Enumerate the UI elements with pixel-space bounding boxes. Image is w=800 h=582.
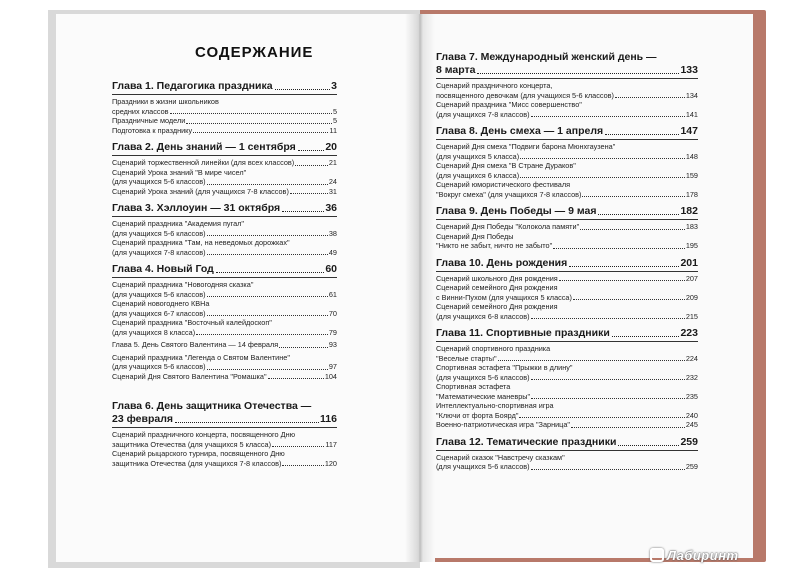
entry-last-line [112,116,337,126]
entry-title: "Никто не забыт, ничто не забыто" [436,241,553,250]
chapter-title: Глава 11. Спортивные праздники [436,327,610,339]
entry-line: Сценарий праздника "Мисс совершенство" [436,100,582,109]
toc-entry[interactable] [112,97,337,116]
chapter-rule [112,427,337,428]
entry-page: 224 [685,353,698,363]
entry-title: (для учащихся 5-6 классов) [436,372,530,382]
dot-leader [175,422,319,423]
entry-title: "Ключи от форта Боярд" [436,410,519,420]
entry-line: Сценарий праздничного концерта, [436,81,553,90]
entry-last-line [112,158,337,168]
chapter-rule [436,271,698,272]
entry-page: 117 [325,439,337,449]
chapter-page: 147 [680,125,698,137]
entry-line: Сценарий Урока знаний "В мире чисел" [112,167,247,177]
entry-title: (для учащихся 6-7 классов) [112,308,206,318]
toc-title: СОДЕРЖАНИЕ [195,44,314,61]
entry-title: Сценарий торжественной линейки (для всех классов) [112,158,295,167]
entry-last-line [112,362,337,372]
entry-title: Сценарий Урока знаний (для учащихся 7-8 классов) [112,186,289,196]
dot-leader [290,193,328,194]
toc-entry[interactable] [112,299,337,318]
dot-leader [216,272,324,273]
entry-title: "Вокруг смеха" (для учащихся 7-8 классов) [436,189,582,199]
entry-title: (для учащихся 6-8 классов) [436,311,530,321]
toc-chapter [112,263,337,381]
chapter-heading[interactable] [436,205,698,218]
entry-line: Сценарий праздника "Там, на неведомых дорожках" [112,238,290,247]
entry-line: Сценарий рыцарского турнира, посвященного Дню [112,449,285,458]
chapter-page: 36 [325,202,337,214]
entry-last-line [112,309,337,319]
dot-leader [268,378,324,379]
entry-last-line [112,290,337,300]
chapter-title: Глава 1. Педагогика праздника [112,80,273,92]
chapter-rule [112,155,337,156]
chapter-rule [112,277,337,278]
entry-last-line [436,222,698,232]
toc-entry[interactable] [112,280,337,299]
toc-chapter [112,202,337,257]
toc-entry[interactable] [112,340,337,350]
entry-title: с Винни-Пухом (для учащихся 5 класса) [436,292,572,302]
entry-last-line [112,229,337,239]
toc-chapter [436,436,698,472]
dot-leader [196,334,328,335]
entry-last-line [436,312,698,322]
entry-title: Сценарий Дня Святого Валентина "Ромашка" [112,371,267,381]
toc-chapter [436,327,698,430]
entry-page: 93 [328,340,337,349]
entry-page: 5 [332,106,337,116]
chapter-title: Глава 8. День смеха — 1 апреля [436,125,604,137]
labirint-logo-icon [650,548,664,562]
chapter-title: Глава 10. День рождения [436,256,568,269]
toc-entry[interactable] [112,158,337,168]
toc-entry[interactable] [436,344,698,363]
dot-leader [569,266,679,267]
entry-last-line [112,177,337,187]
entry-title: (для учащихся 6 класса) [436,170,520,180]
entry-line: Сценарий праздника "Легенда о Святом Валентине" [112,352,290,362]
entry-title: (для учащихся 8 класса) [112,327,196,337]
toc-entry[interactable] [112,238,337,257]
dot-leader [559,280,685,281]
entry-last-line [436,274,698,284]
dot-leader [598,214,679,215]
entry-title: защитника Отечества (для учащихся 7-8 классов) [112,458,282,468]
entry-title: (для учащихся 5-6 классов) [112,228,206,238]
chapter-heading[interactable] [112,413,337,426]
entry-last-line [112,440,337,450]
toc-entry[interactable] [112,116,337,126]
chapter-title: Глава 12. Тематические праздники [436,435,617,448]
dot-leader [282,465,323,466]
dot-leader [553,248,685,249]
entry-last-line [112,328,337,338]
chapter-heading[interactable] [112,80,337,93]
entry-line: Сценарий Дня смеха "Подвиги барона Мюнхгаузена" [436,142,616,151]
chapter-rule [436,139,698,140]
entry-title: (для учащихся 5-6 классов) [436,462,530,471]
dot-leader [520,158,685,159]
dot-leader [618,445,679,446]
entry-last-line [112,248,337,258]
entry-page: 104 [324,371,337,381]
dot-leader [498,360,685,361]
toc-entry[interactable] [436,274,698,284]
chapter-page: 3 [331,80,337,92]
entry-title: (для учащихся 5-6 классов) [112,362,206,371]
entry-page: 141 [685,109,698,119]
dot-leader [605,134,679,135]
toc-chapter [436,125,698,199]
entry-last-line [112,459,337,469]
entry-last-line [436,241,698,251]
entry-page: 148 [685,151,698,161]
toc-entry[interactable] [436,180,698,199]
entry-page: 120 [324,458,337,468]
dot-leader [207,254,328,255]
entry-title: (для учащихся 7-8 классов) [436,109,530,119]
entry-page: 159 [685,170,698,180]
chapter-page: 20 [325,141,337,153]
entry-last-line [436,354,698,364]
entry-last-line [436,392,698,402]
toc-chapter [436,205,698,251]
entry-title: Подготовка к празднику [112,125,193,135]
watermark-text: Лабиринт [667,548,739,563]
entry-last-line [436,462,698,472]
entry-page: 38 [328,228,337,238]
toc-entry[interactable] [112,430,337,449]
chapter-heading[interactable] [436,125,698,138]
dot-leader [531,469,685,470]
toc-entry[interactable] [112,318,337,337]
toc-column-left [112,80,337,474]
toc-entry[interactable] [436,81,698,100]
toc-entry[interactable] [112,372,337,382]
entry-title: (для учащихся 7-8 классов) [112,247,206,257]
chapter-heading[interactable] [436,257,698,270]
chapter-title: 8 марта [436,64,476,76]
chapter-heading[interactable] [112,202,337,215]
dot-leader [275,89,331,90]
entry-page: 70 [328,308,337,318]
entry-last-line [112,372,337,382]
dot-leader [571,427,685,428]
toc-entry[interactable] [436,100,698,119]
entry-title: Сценарий Дня Победы "Колокола памяти" [436,222,580,231]
toc-entry[interactable] [436,453,698,472]
entry-last-line [112,187,337,197]
dot-leader [519,417,684,418]
dot-leader [612,336,680,337]
entry-line: Сценарий спортивного праздника [436,344,551,353]
entry-title: "Математические маневры" [436,391,531,401]
entry-page: 215 [685,311,698,321]
entry-line: Праздники в жизни школьников [112,97,219,106]
dot-leader [170,113,332,114]
toc-entry[interactable] [436,232,698,251]
entry-line: Сценарий праздника "Новогодняя сказка" [112,280,254,289]
dot-leader [186,123,332,124]
dot-leader [298,150,325,151]
chapter-rule [112,94,337,95]
entry-page: 240 [685,410,698,420]
entry-page: 235 [685,391,698,401]
dot-leader [582,196,684,197]
entry-line: Сценарий юмористического фестиваля [436,180,571,189]
entry-line: Сценарий сказок "Навстречу сказкам" [436,452,565,462]
toc-chapter [436,50,698,119]
chapter-title: Глава 4. Новый Год [112,263,214,275]
entry-line: Спортивная эстафета "Прыжки в длину" [436,363,573,372]
book-gutter [405,14,435,562]
entry-title: посвященного девочкам (для учащихся 5-6 классов) [436,90,614,100]
entry-page: 259 [685,462,698,471]
entry-page: 195 [685,241,698,250]
chapter-rule [436,78,698,79]
toc-entry[interactable] [436,222,698,232]
dot-leader [193,132,328,133]
entry-last-line [436,190,698,200]
dot-leader [272,446,324,447]
entry-last-line [112,126,337,136]
dot-leader [573,299,685,300]
entry-line: Сценарий семейного Дня рождения [436,302,558,311]
entry-title: (для учащихся 5-6 классов) [112,177,206,186]
entry-last-line [436,420,698,430]
dot-leader [207,184,328,185]
toc-entry[interactable] [436,302,698,321]
entry-last-line [436,411,698,421]
toc-chapter [112,141,337,196]
watermark-logo [650,548,739,563]
chapter-heading[interactable] [436,436,698,449]
entry-title: Праздничные модели [112,116,186,125]
chapter-title-line: Глава 7. Международный женский день — [436,51,657,63]
entry-title: Военно-патриотическая игра "Зарница" [436,420,570,429]
chapter-title-line: Глава 6. День защитника Отечества — [112,400,312,412]
entry-page: 21 [328,158,337,167]
dot-leader [531,318,685,319]
entry-title: Глава 5. День Святого Валентина — 14 февраля [112,340,279,349]
entry-page: 183 [685,222,698,231]
dot-leader [531,116,685,117]
toc-entry[interactable] [112,353,337,372]
dot-leader [279,347,328,348]
entry-page: 61 [328,289,337,299]
entry-page: 24 [328,177,337,186]
toc-entry[interactable] [112,126,337,136]
entry-line: Сценарий Дня Победы [436,231,514,241]
entry-page: 134 [685,90,698,100]
dot-leader [207,235,328,236]
toc-entry[interactable] [436,161,698,180]
entry-line: Интеллектуально-спортивная игра [436,401,554,410]
toc-entry[interactable] [436,382,698,401]
chapter-heading[interactable] [112,141,337,154]
toc-entry[interactable] [436,142,698,161]
entry-page: 79 [328,327,337,337]
dot-leader [531,379,685,380]
chapter-page: 201 [680,256,698,269]
toc-chapter [436,257,698,322]
toc-entry[interactable] [436,283,698,302]
chapter-page: 182 [680,205,698,217]
entry-line: Сценарий праздника "Академия пугал" [112,219,244,228]
dot-leader [531,398,685,399]
entry-page: 31 [328,186,337,196]
toc-entry[interactable] [112,168,337,187]
toc-entry[interactable] [436,401,698,420]
entry-page: 209 [685,292,698,302]
chapter-page: 223 [680,327,698,339]
entry-page: 49 [328,247,337,257]
entry-title: "Веселые старты" [436,353,497,363]
dot-leader [207,296,328,297]
dot-leader [282,211,324,212]
toc-column-right [436,50,698,478]
chapter-heading[interactable] [436,327,698,340]
chapter-page: 60 [325,263,337,275]
toc-entry[interactable] [112,187,337,197]
toc-entry[interactable] [112,449,337,468]
chapter-rule [112,216,337,217]
chapter-heading[interactable] [112,263,337,276]
entry-page: 207 [685,273,698,283]
dot-leader [207,369,328,370]
chapter-title: 23 февраля [112,413,173,425]
dot-leader [207,315,328,316]
chapter-rule [436,341,698,342]
chapter-page: 133 [680,64,698,76]
entry-last-line [436,171,698,181]
chapter-title: Глава 3. Хэллоуин — 31 октября [112,202,281,214]
chapter-page: 259 [680,435,698,448]
dot-leader [520,177,685,178]
entry-last-line [436,373,698,383]
toc-entry[interactable] [436,363,698,382]
entry-title: (для учащихся 5 класса) [436,151,520,161]
chapter-rule [436,450,698,451]
entry-title: защитника Отечества (для учащихся 5 класса) [112,439,272,449]
entry-last-line [436,91,698,101]
entry-line: Спортивная эстафета [436,382,511,391]
chapter-heading[interactable] [436,64,698,77]
entry-last-line [436,110,698,120]
entry-page: 5 [332,116,337,125]
entry-title: Сценарий школьного Дня рождения [436,273,558,283]
dot-leader [580,229,685,230]
entry-page: 178 [685,189,698,199]
entry-last-line [436,293,698,303]
entry-last-line [112,107,337,117]
toc-chapter [112,399,337,468]
chapter-title: Глава 2. День знаний — 1 сентября [112,141,296,153]
dot-leader [615,97,685,98]
entry-line: Сценарий семейного Дня рождения [436,283,558,292]
entry-title: (для учащихся 5-6 классов) [112,289,206,299]
chapter-page: 116 [320,413,337,425]
entry-line: Сценарий новогоднего КВНа [112,299,210,308]
chapter-title: Глава 9. День Победы — 9 мая [436,205,597,217]
chapter-rule [436,219,698,220]
entry-page: 11 [329,125,337,135]
entry-title: средних классов [112,106,169,116]
entry-line: Сценарий праздника "Восточный калейдоскоп" [112,318,272,327]
dot-leader [295,165,328,166]
entry-last-line [112,340,337,350]
entry-line: Сценарий Дня смеха "В Стране Дураков" [436,161,576,170]
toc-entry[interactable] [436,420,698,430]
entry-page: 232 [685,372,698,382]
entry-line: Сценарий праздничного концерта, посвященного Дню [112,430,296,439]
toc-entry[interactable] [112,219,337,238]
toc-chapter [112,80,337,135]
dot-leader [477,73,679,74]
entry-last-line [436,152,698,162]
entry-page: 245 [685,420,698,429]
entry-page: 97 [328,362,337,371]
